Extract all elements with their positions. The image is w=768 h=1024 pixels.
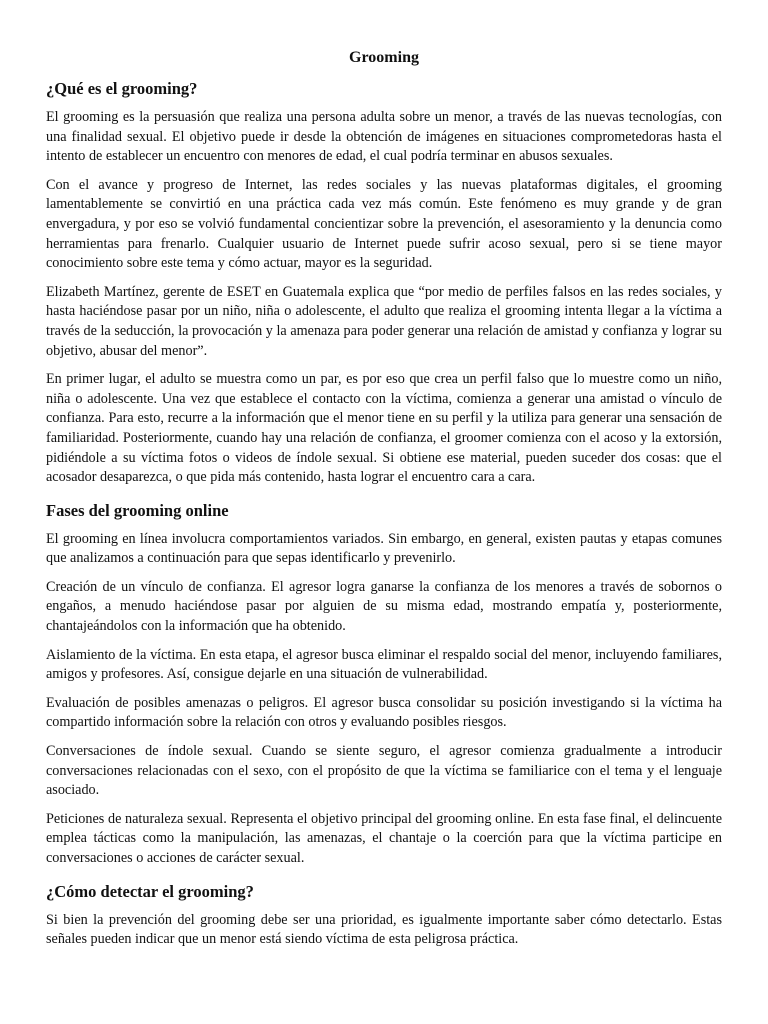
section-fases-grooming	[46, 500, 722, 869]
section-como-detectar	[46, 881, 722, 950]
section-heading: ¿Qué es el grooming?	[46, 79, 198, 98]
paragraph: El grooming es la persuasión que realiza una persona adulta sobre un menor, a través de las nuevas tecnologías, con una finalidad sexual. El objetivo puede ir desde la obtención de imágenes en situaciones comprometedoras hasta el intento de establecer un encuentro con menores de edad, el cual podría terminar en abusos sexuales.	[46, 109, 722, 165]
paragraph: Peticiones de naturaleza sexual. Representa el objetivo principal del grooming online. En esta fase final, el delincuente emplea tácticas como la manipulación, las amenazas, el chantaje o la coerción para que la víctima participe en conversaciones o acciones de carácter sexual.	[46, 810, 722, 866]
section-que-es-grooming	[46, 78, 722, 488]
document-title: Grooming	[349, 49, 419, 66]
paragraph: Aislamiento de la víctima. En esta etapa, el agresor busca eliminar el respaldo social del menor, incluyendo familiares, amigos y profesores. Así, consigue dejarle en una situación de vulnerabilidad.	[46, 646, 722, 683]
paragraph: Evaluación de posibles amenazas o peligros. El agresor busca consolidar su posición investigando si la víctima ha compartido información sobre la relación con otros y evaluando posibles riesgos.	[46, 694, 722, 731]
paragraph: El grooming en línea involucra comportamientos variados. Sin embargo, en general, existen pautas y etapas comunes que analizamos a continuación para que sepas identificarlo y prevenirlo.	[46, 530, 722, 567]
paragraph: Con el avance y progreso de Internet, las redes sociales y las nuevas plataformas digitales, el grooming lamentablemente se convirtió en una práctica cada vez más común. Este fenómeno es muy grande y de gran envergadura, y por eso se volvió fundamental concientizar sobre la prevención, el asesoramiento y la denuncia como herramientas para frenarlo. Cualquier usuario de Internet puede sufrir acoso sexual, pero si se tiene mayor conocimiento sobre este tema y cómo actuar, mayor es la seguridad.	[46, 176, 722, 272]
paragraph: Elizabeth Martínez, gerente de ESET en Guatemala explica que “por medio de perfiles falsos en las redes sociales, y hasta haciéndose pasar por un niño, niña o adolescente, el adulto que realiza el grooming intenta llegar a la víctima a través de la seducción, la provocación y la amenaza para poder generar una relación de amistad y confianza y lograr su objetivo, abusar del menor”.	[46, 283, 722, 359]
section-heading: ¿Cómo detectar el grooming?	[46, 881, 254, 901]
paragraph: Si bien la prevención del grooming debe ser una prioridad, es igualmente importante saber cómo detectarlo. Estas señales pueden indicar que un menor está siendo víctima de esta peligrosa práctica.	[46, 911, 722, 948]
paragraph: En primer lugar, el adulto se muestra como un par, es por eso que crea un perfil falso que lo muestre como un niño, niña o adolescente. Una vez que establece el contacto con la víctima, comienza a generar una amistad o vínculo de confianza. Para esto, recurre a la información que el menor tiene en su perfil y la utiliza para generar una sensación de familiaridad. Posteriormente, cuando hay una relación de confianza, el groomer comienza con el acoso y la extorsión, pidiéndole a su víctima fotos o videos de índole sexual. Si obtiene ese material, pueden suceder dos cosas: que el acosador desaparezca, o que pida más contenido, hasta lograr el encuentro cara a cara.	[46, 371, 722, 486]
paragraph: Conversaciones de índole sexual. Cuando se siente seguro, el agresor comienza gradualmente a introducir conversaciones relacionadas con el sexo, con el propósito de que la víctima se familiarice con el tema y el lenguaje asociado.	[46, 743, 722, 799]
section-heading: Fases del grooming online	[46, 500, 229, 520]
paragraph: Creación de un vínculo de confianza. El agresor logra ganarse la confianza de los menores a través de sobornos o engaños, a menudo haciéndose pasar por alguien de su misma edad, mostrando empatía y, posteriormente, chantajeándolos con la información que ha obtenido.	[46, 578, 722, 635]
